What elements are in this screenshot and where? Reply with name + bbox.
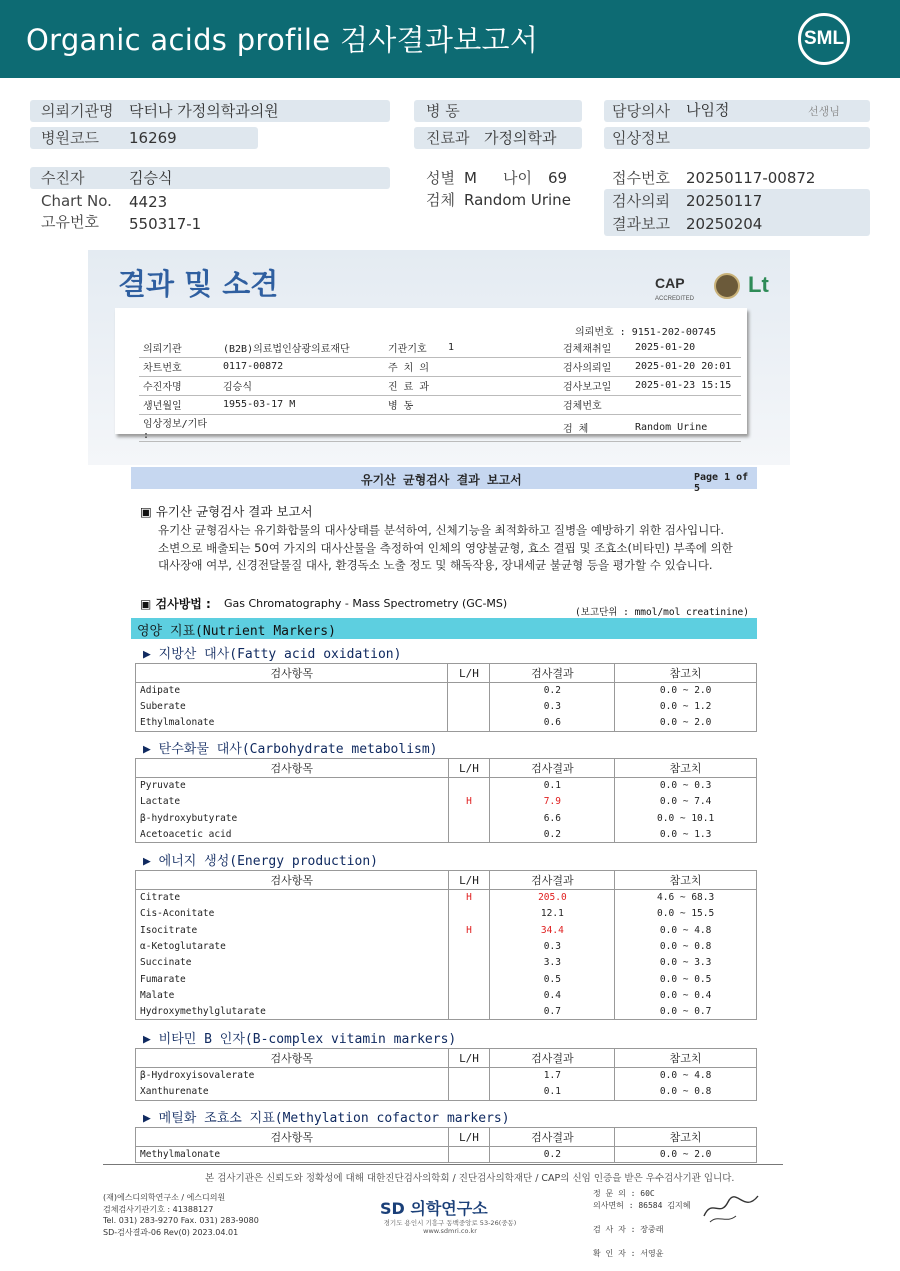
flag	[448, 971, 490, 987]
report-info-cell: 1	[444, 338, 559, 357]
doctor-label: 담당의사	[612, 102, 670, 120]
reference-range: 0.0 ~ 2.0	[615, 683, 757, 699]
report-bar-title: 유기산 균형검사 결과 보고서	[361, 473, 522, 487]
report-info-cell	[219, 414, 384, 441]
result-value: 0.3	[490, 938, 615, 954]
result-table	[135, 870, 757, 1020]
request-label: 검사의뢰	[612, 192, 670, 210]
report-info-cell: Random Urine	[631, 414, 741, 441]
test-name: Xanthurenate	[136, 1084, 449, 1100]
table-row	[136, 715, 757, 731]
patient-label: 수진자	[41, 169, 85, 187]
flag	[448, 938, 490, 954]
table-row	[136, 987, 757, 1003]
result-value: 6.6	[490, 810, 615, 826]
id-value: 550317-1	[129, 215, 202, 233]
group-title: ▶ 에너지 생성(Energy production)	[143, 854, 378, 869]
result-value: 1.7	[490, 1068, 615, 1084]
report-info-cell: 2025-01-20	[631, 338, 741, 357]
report-info-cell: 2025-01-23 15:15	[631, 376, 741, 395]
ward-label: 병 동	[426, 102, 460, 120]
reference-range: 0.0 ~ 15.5	[615, 906, 757, 922]
group-title: ▶ 비타민 B 인자(B-complex vitamin markers)	[143, 1032, 457, 1047]
table-header	[136, 871, 757, 890]
intro-text: 유기산 균형검사는 유기화합물의 대사상태를 분석하여, 신체기능을 최적화하고 질병을 예방하기 위한 검사입니다. 소변으로 배출되는 50여 가지의 대사산물을 측정하여 인체의 영양불균형, 효소 결핍 및 조효소(비타민) 부족에 의한 대사장애 여부, 신경전달물질 대사, 환경독소 노출 정도 및 해독작용, 장내세균 불균형 등을 평가할 수 있습니다.	[158, 523, 733, 572]
flag	[448, 826, 490, 842]
column-header: 참고치	[615, 759, 757, 778]
column-header: L/H	[448, 871, 490, 890]
report-title: 결과 및 소견	[118, 267, 279, 301]
test-name: β-hydroxybutyrate	[136, 810, 449, 826]
table-row	[136, 778, 757, 794]
result-value: 7.9	[490, 794, 615, 810]
column-header: L/H	[448, 759, 490, 778]
reference-range: 0.0 ~ 0.3	[615, 778, 757, 794]
flag	[448, 683, 490, 699]
test-name: Fumarate	[136, 971, 449, 987]
test-name: Cis-Aconitate	[136, 906, 449, 922]
table-row	[136, 810, 757, 826]
result-label: 결과보고	[612, 215, 670, 233]
flag	[448, 1147, 490, 1163]
group-title: ▶ 지방산 대사(Fatty acid oxidation)	[143, 647, 402, 662]
receipt-label: 접수번호	[612, 169, 670, 187]
result-value: 0.6	[490, 715, 615, 731]
report-info-cell: 기관기호	[384, 338, 444, 357]
column-header: 검사결과	[490, 1128, 615, 1147]
nutrient-title: 영양 지표(Nutrient Markers)	[137, 624, 336, 639]
flag: H	[448, 922, 490, 938]
reference-range: 0.0 ~ 0.7	[615, 1004, 757, 1020]
table-row	[136, 794, 757, 810]
table-row	[136, 699, 757, 715]
table-row	[136, 826, 757, 842]
reference-range: 0.0 ~ 1.2	[615, 699, 757, 715]
report-info-cell: 주 치 의	[384, 357, 444, 376]
doctor-value: 나임정	[686, 101, 730, 119]
column-header: 검사항목	[136, 664, 448, 683]
report-info-cell: 임상정보/기타 :	[139, 414, 219, 441]
page-indicator: Page 1 of 5	[694, 472, 749, 494]
result-value: 0.7	[490, 1004, 615, 1020]
reference-range: 0.0 ~ 0.4	[615, 987, 757, 1003]
footer-right	[593, 1188, 690, 1260]
report-info-cell: (B2B)의료법인삼광의료재단	[219, 338, 384, 357]
brand-logo: Lt	[748, 272, 769, 297]
page-title: Organic acids profile 검사결과보고서	[26, 23, 539, 57]
reference-range: 0.0 ~ 0.8	[615, 1084, 757, 1100]
test-name: Ethylmalonate	[136, 715, 448, 731]
footer-left	[103, 1192, 259, 1238]
reference-range: 0.0 ~ 10.1	[615, 810, 757, 826]
table-row	[136, 1147, 757, 1163]
result-value: 0.2	[490, 683, 615, 699]
report-info-cell: 의뢰기관	[139, 338, 219, 357]
report-info-cell: 0117-00872	[219, 357, 384, 376]
table-header	[136, 664, 757, 683]
test-name: Citrate	[136, 890, 449, 906]
report-info-cell: 검 체	[559, 414, 631, 441]
column-header: 검사항목	[136, 1049, 449, 1068]
doctor-suffix: 선생님	[808, 105, 840, 118]
reference-range: 4.6 ~ 68.3	[615, 890, 757, 906]
method-label: ▣ 검사방법 :	[140, 597, 211, 611]
report-info-cell: 1955-03-17 M	[219, 395, 384, 414]
footer-right-line	[593, 1212, 690, 1224]
column-header: 검사항목	[136, 1128, 449, 1147]
clinical-label: 임상정보	[612, 129, 670, 147]
report-info-cell	[384, 414, 444, 441]
specimen-label: 검체	[426, 191, 455, 209]
age-label: 나이	[503, 169, 532, 187]
test-name: Succinate	[136, 955, 449, 971]
flag	[448, 778, 490, 794]
report-info-cell: 생년월일	[139, 395, 219, 414]
table-row	[136, 955, 757, 971]
test-name: Methylmalonate	[136, 1147, 449, 1163]
result-value: 0.4	[490, 987, 615, 1003]
cap-logo	[655, 275, 694, 303]
reference-range: 0.0 ~ 4.8	[615, 1068, 757, 1084]
table-row	[136, 683, 757, 699]
code-value: 16269	[129, 129, 177, 147]
test-name: Acetoacetic acid	[136, 826, 449, 842]
sd-address-text: 경기도 용인시 기흥구 동백중앙로 53-26(중동)	[383, 1219, 517, 1227]
signature-icon	[700, 1188, 762, 1228]
group-title: ▶ 탄수화물 대사(Carbohydrate metabolism)	[143, 742, 438, 757]
institution-label: 의뢰기관명	[41, 102, 114, 120]
column-header: L/H	[448, 664, 490, 683]
footer-note: 본 검사기관은 신뢰도와 정확성에 대해 대한진단검사의학회 / 진단검사의학재단 / CAP의 신임 인증을 받은 우수검사기관 입니다.	[205, 1173, 735, 1184]
header-bar	[0, 0, 900, 78]
flag	[448, 810, 490, 826]
report-info-cell: 검사의뢰일	[559, 357, 631, 376]
test-name: β-Hydroxyisovalerate	[136, 1068, 449, 1084]
method-value: Gas Chromatography - Mass Spectrometry (GC-MS)	[224, 597, 508, 610]
column-header: 참고치	[615, 1049, 757, 1068]
report-info-cell	[444, 414, 559, 441]
result-table	[135, 663, 757, 732]
column-header: 검사항목	[136, 759, 449, 778]
footer-right-line: 의사면허 : 86584 김지혜	[593, 1201, 691, 1210]
flag	[448, 1084, 490, 1100]
result-value: 12.1	[490, 906, 615, 922]
test-name: Lactate	[136, 794, 449, 810]
footer-right-line: 정 문 의 : 60C	[593, 1189, 655, 1198]
result-table	[135, 758, 757, 843]
column-header: 참고치	[615, 1128, 757, 1147]
footer-right-line: 확 인 자 : 서영윤	[593, 1249, 664, 1258]
report-info-cell: 수진자명	[139, 376, 219, 395]
age-value: 69	[548, 169, 568, 187]
group-title: ▶ 메틸화 조효소 지표(Methylation cofactor markers)	[143, 1111, 510, 1126]
reference-range: 0.0 ~ 4.8	[615, 922, 757, 938]
report-info-cell	[444, 357, 559, 376]
result-value: 20250204	[686, 215, 763, 233]
report-info-cell: 검체번호	[559, 395, 631, 414]
footer-left-line: Tel. 031) 283-9270 Fax. 031) 283-9080	[103, 1216, 259, 1225]
flag	[448, 715, 490, 731]
sml-logo: SML	[798, 13, 850, 65]
dept-value: 가정의학과	[484, 129, 557, 147]
reference-range: 0.0 ~ 1.3	[615, 826, 757, 842]
footer-right-line	[593, 1236, 690, 1248]
table-row	[136, 890, 757, 906]
report-info-cell: 진 료 과	[384, 376, 444, 395]
result-value: 0.2	[490, 826, 615, 842]
column-header: L/H	[448, 1049, 490, 1068]
report-bar	[131, 467, 757, 494]
report-info-row	[139, 357, 741, 376]
column-header: 검사결과	[490, 759, 615, 778]
report-info-cell	[444, 395, 559, 414]
report-info-row	[139, 338, 741, 357]
sex-value: M	[464, 169, 477, 187]
flag: H	[448, 890, 490, 906]
sd-address	[380, 1218, 520, 1235]
table-row	[136, 938, 757, 954]
nutrient-bar	[131, 618, 757, 639]
reference-range: 0.0 ~ 0.5	[615, 971, 757, 987]
sex-label: 성별	[426, 169, 455, 187]
column-header: 검사결과	[490, 1049, 615, 1068]
result-value: 0.1	[490, 778, 615, 794]
chart-label: Chart No.	[41, 192, 112, 210]
request-number: 의뢰번호 : 9151-202-00745	[575, 327, 716, 338]
institution-value: 닥터나 가정의학과의원	[129, 102, 279, 120]
result-table	[135, 1127, 757, 1163]
id-label: 고유번호	[41, 213, 99, 231]
reference-range: 0.0 ~ 3.3	[615, 955, 757, 971]
report-info-cell: 김승식	[219, 376, 384, 395]
result-value: 0.3	[490, 699, 615, 715]
table-row	[136, 1084, 757, 1100]
chart-value: 4423	[129, 193, 168, 211]
specimen-value: Random Urine	[464, 191, 571, 209]
column-header: 검사결과	[490, 871, 615, 890]
report-info-row	[139, 414, 741, 441]
section-heading: ▣ 유기산 균형검사 결과 보고서	[140, 504, 313, 519]
dept-label: 진료과	[426, 129, 470, 147]
sd-logo: SD 의학연구소	[380, 1199, 488, 1218]
test-name: Isocitrate	[136, 922, 449, 938]
footer-left-line: SD-검사결과-06 Rev(0) 2023.04.01	[103, 1227, 239, 1237]
result-value: 0.5	[490, 971, 615, 987]
result-table	[135, 1048, 757, 1101]
receipt-value: 20250117-00872	[686, 169, 816, 187]
footer-right-line: 검 사 자 : 장중래	[593, 1225, 664, 1234]
report-info-cell: 검체채취일	[559, 338, 631, 357]
footer-left-line: (재)에스디의학연구소 / 에스디의원	[103, 1193, 226, 1202]
footer-divider	[103, 1164, 783, 1165]
result-value: 3.3	[490, 955, 615, 971]
column-header: 검사항목	[136, 871, 449, 890]
table-header	[136, 1049, 757, 1068]
table-row	[136, 906, 757, 922]
seal-icon	[714, 273, 740, 299]
table-row	[136, 1004, 757, 1020]
report-info-cell: 2025-01-20 20:01	[631, 357, 741, 376]
table-row	[136, 1068, 757, 1084]
report-info-table	[139, 338, 741, 442]
report-info-cell: 검사보고일	[559, 376, 631, 395]
flag	[448, 1004, 490, 1020]
flag	[448, 1068, 490, 1084]
flag	[448, 699, 490, 715]
table-row	[136, 922, 757, 938]
patient-value: 김승식	[129, 169, 173, 187]
reference-range: 0.0 ~ 0.8	[615, 938, 757, 954]
column-header: 참고치	[615, 664, 757, 683]
table-header	[136, 759, 757, 778]
report-info-cell: 차트번호	[139, 357, 219, 376]
report-info-cell	[444, 376, 559, 395]
test-name: Malate	[136, 987, 449, 1003]
report-info-cell	[631, 395, 741, 414]
table-row	[136, 971, 757, 987]
result-value: 0.2	[490, 1147, 615, 1163]
test-name: Suberate	[136, 699, 448, 715]
table-header	[136, 1128, 757, 1147]
report-info-cell: 병 동	[384, 395, 444, 414]
column-header: 검사결과	[490, 664, 615, 683]
reference-range: 0.0 ~ 2.0	[615, 1147, 757, 1163]
reference-range: 0.0 ~ 7.4	[615, 794, 757, 810]
report-info-row	[139, 376, 741, 395]
sd-web: www.sdmri.co.kr	[423, 1227, 477, 1235]
column-header: L/H	[448, 1128, 490, 1147]
result-value: 0.1	[490, 1084, 615, 1100]
report-info-row	[139, 395, 741, 414]
request-value: 20250117	[686, 192, 763, 210]
flag	[448, 906, 490, 922]
column-header: 참고치	[615, 871, 757, 890]
flag	[448, 987, 490, 1003]
test-name: Hydroxymethylglutarate	[136, 1004, 449, 1020]
result-value: 205.0	[490, 890, 615, 906]
unit-note: (보고단위 : mmol/mol creatinine)	[575, 607, 749, 618]
result-value: 34.4	[490, 922, 615, 938]
cap-logo-sub: ACCREDITED	[655, 296, 695, 302]
code-label: 병원코드	[41, 129, 99, 147]
footer-left-line: 검체검사기관기호 : 41388127	[103, 1204, 214, 1214]
flag	[448, 955, 490, 971]
flag: H	[448, 794, 490, 810]
test-name: α-Ketoglutarate	[136, 938, 449, 954]
test-name: Adipate	[136, 683, 448, 699]
cap-logo-text: CAP	[655, 275, 685, 291]
test-name: Pyruvate	[136, 778, 449, 794]
reference-range: 0.0 ~ 2.0	[615, 715, 757, 731]
